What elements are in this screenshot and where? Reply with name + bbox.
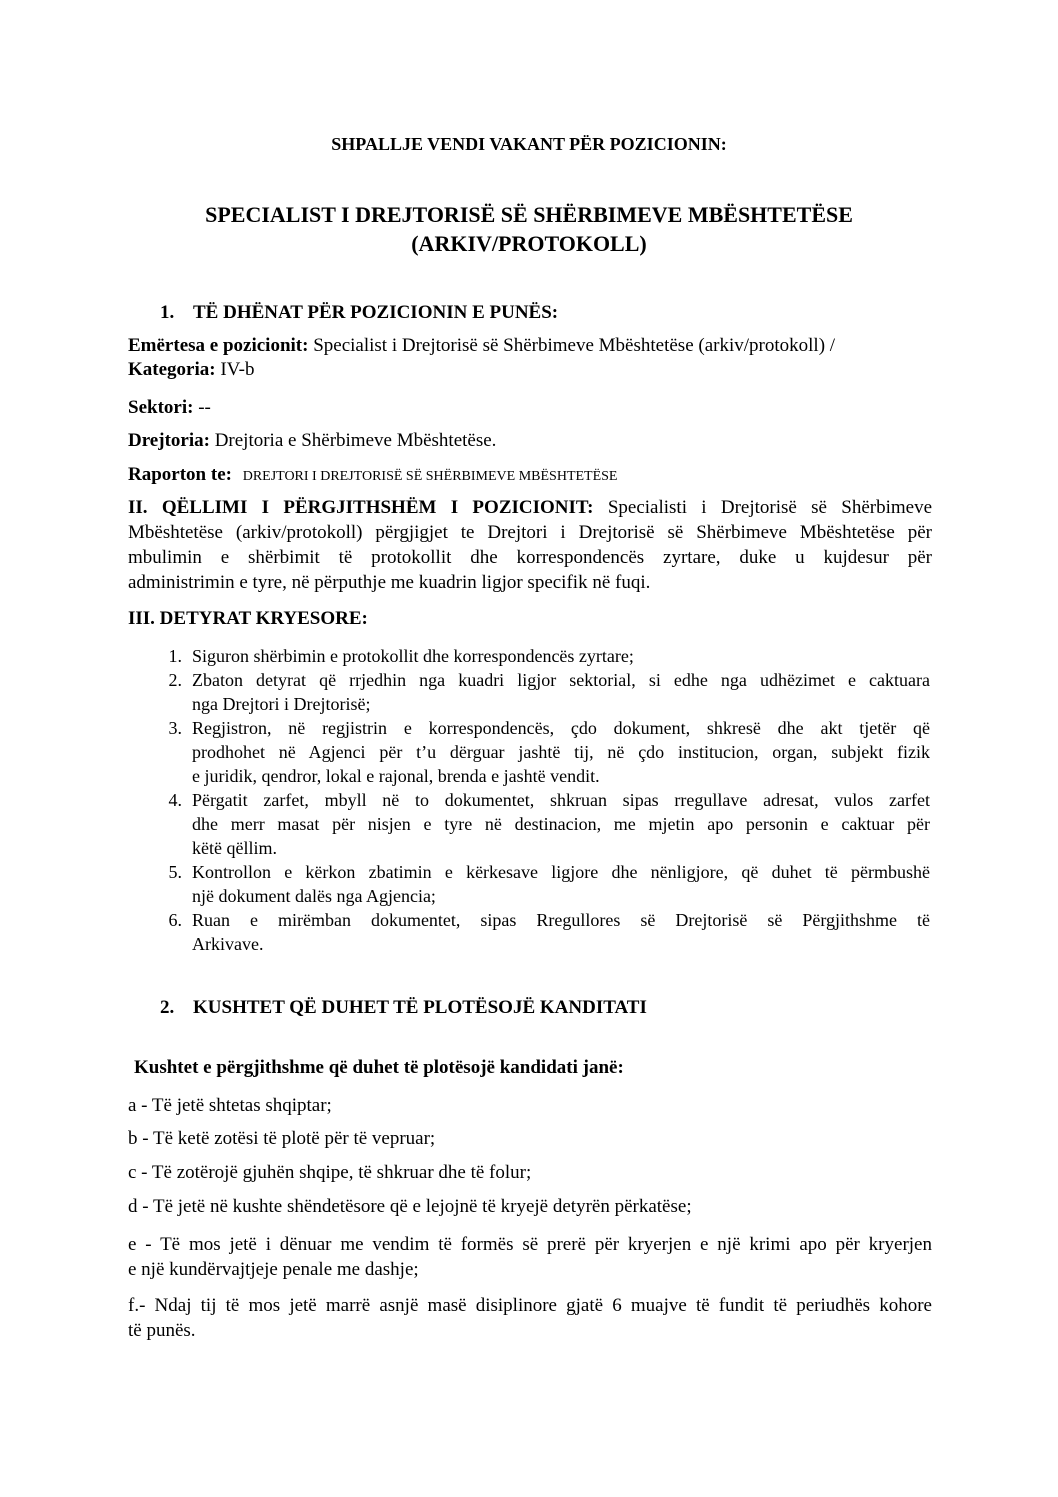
condition-text-line: e një kundërvajtjeje penale me dashje; [128,1259,419,1280]
conditions-subheading: Kushtet e përgjithshme që duhet të plotësojë kandidati janë: [134,1057,624,1078]
condition-item [128,1160,932,1185]
duty-item [160,644,930,668]
directorate-value: Drejtoria e Shërbimeve Mbështetëse. [214,430,497,451]
duty-text-line: Arkivave. [192,934,264,954]
condition-text-line: f.- Ndaj tij të mos jetë marrë asnjë masë disiplinore gjatë 6 muajve të fundit të periudhës kohore [128,1295,932,1316]
category-label: Kategoria: [128,359,216,380]
section2-heading: KUSHTET QË DUHET TË PLOTËSOJË KANDITATI [193,997,647,1018]
duties-heading: III. DETYRAT KRYESORE: [128,608,368,629]
condition-item [128,1232,932,1282]
condition-text-line: b - Të ketë zotësi të plotë për të vepruar; [128,1128,436,1149]
duty-number: 2. [168,670,182,690]
directorate-row [128,428,496,453]
announcement-title: SHPALLJE VENDI VAKANT PËR POZICIONIN: [331,134,727,154]
condition-text-line: d - Të jetë në kushte shëndetësore që e lejojnë të kryejë detyrën përkatëse; [128,1196,692,1217]
section1-heading: TË DHËNAT PËR POZICIONIN E PUNËS: [193,302,559,323]
duty-text-line: një dokument dalës nga Agjencia; [192,886,436,906]
condition-text-line: të punës. [128,1320,196,1341]
position-name-label: Emërtesa e pozicionit: [128,335,309,356]
duty-number: 3. [168,718,182,738]
duty-text-line: Përgatit zarfet, mbyll në to dokumentet, shkruan sipas rregullave adresat, vulos zarfet [192,790,930,810]
duty-text-line: Regjistron, në regjistrin e korrespondencës, çdo dokument, shkresë dhe akt tjetër që [192,718,930,738]
duty-number: 4. [168,790,182,810]
duty-text-line: nga Drejtori i Drejtorisë; [192,694,371,714]
condition-item [128,1293,932,1343]
category-row [128,357,254,382]
purpose-line3: mbulimin e shërbimit të protokollit dhe korrespondencës zyrtare, duke u kujdesur për [128,547,932,568]
condition-item [128,1194,932,1219]
purpose-line1: Specialisti i Drejtorisë së Shërbimeve [607,497,933,518]
duty-text-line: dhe merr masat për nisjen e tyre në destinacion, me mjetin apo personin e caktuar për [192,814,930,834]
position-name-value: Specialist i Drejtorisë së Shërbimeve Mbështetëse (arkiv/protokoll) / [313,335,836,356]
directorate-label: Drejtoria: [128,430,210,451]
purpose-line2: Mbështetëse (arkiv/protokoll) përgjigjet te Drejtori i Drejtorisë së Shërbimeve Mbështetëse për [128,522,932,543]
duty-item [160,716,930,788]
purpose-line4: administrimin e tyre, në përputhje me kuadrin ligjor specifik në fuqi. [128,572,651,593]
condition-item [128,1126,932,1151]
condition-text-line: a - Të jetë shtetas shqiptar; [128,1095,332,1116]
section1-number: 1. [160,302,175,323]
category-value: IV-b [220,359,255,380]
purpose-paragraph [128,495,932,595]
duty-item [160,668,930,716]
duty-text-line: prodhohet në Agjenci për t’u dërguar jashtë tij, në çdo institucion, organ, subjekt fizik [192,742,930,762]
reports-to-row [128,462,617,489]
section2-number: 2. [160,997,175,1018]
sector-label: Sektori: [128,397,194,418]
duty-number: 1. [168,646,182,666]
duty-text-line: këtë qëllim. [192,838,277,858]
duty-item [160,860,930,908]
sector-row [128,395,211,420]
position-title-line1: SPECIALIST I DREJTORISË SË SHËRBIMEVE MBËSHTETËSE [205,202,853,227]
sector-value: -- [198,397,211,418]
condition-text-line: c - Të zotërojë gjuhën shqipe, të shkruar dhe të folur; [128,1162,532,1183]
reports-to-value: DREJTORI I DREJTORISË SË SHËRBIMEVE MBËSHTETËSE [242,469,618,484]
position-name-row [128,333,932,358]
condition-text-line: e - Të mos jetë i dënuar me vendim të formës së prerë për kryerjen e një krimi apo për kryerjen [128,1234,932,1255]
position-title-line2: (ARKIV/PROTOKOLL) [411,231,647,256]
duty-text-line: Kontrollon e kërkon zbatimin e kërkesave ligjore dhe nënligjore, që duhet të përmbushë [192,862,930,882]
condition-item [128,1093,932,1118]
duty-item [160,788,930,860]
reports-to-label: Raporton te: [128,464,232,485]
duty-item [160,908,930,956]
duty-text-line: Siguron shërbimin e protokollit dhe korrespondencës zyrtare; [192,646,634,666]
duty-number: 6. [168,910,182,930]
duty-number: 5. [168,862,182,882]
duty-text-line: Ruan e mirëmban dokumentet, sipas Rregullores së Drejtorisë së Përgjithshme të [192,910,930,930]
duty-text-line: Zbaton detyrat që rrjedhin nga kuadri ligjor sektorial, si edhe nga udhëzimet e caktuara [192,670,930,690]
duty-text-line: e juridik, qendror, lokal e rajonal, brenda e jashtë vendit. [192,766,600,786]
purpose-heading: II. QËLLIMI I PËRGJITHSHËM I POZICIONIT: [128,497,594,518]
